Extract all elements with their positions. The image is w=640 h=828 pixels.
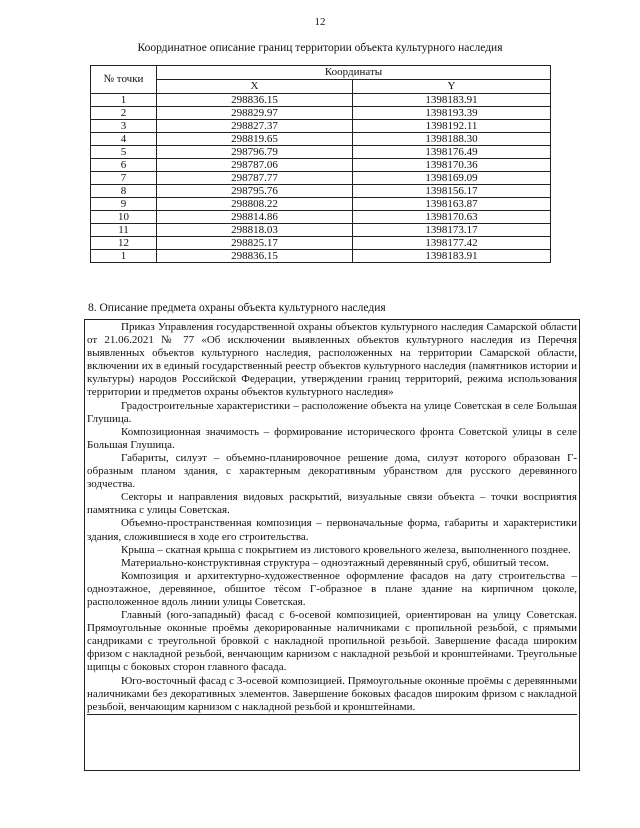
- header-x: X: [157, 80, 353, 94]
- y-coordinate-cell: 1398170.36: [353, 159, 551, 172]
- x-coordinate-cell: 298825.17: [157, 237, 353, 250]
- x-coordinate-cell: 298827.37: [157, 120, 353, 133]
- point-number-cell: 2: [91, 107, 157, 120]
- y-coordinate-cell: 1398177.42: [353, 237, 551, 250]
- y-coordinate-cell: 1398163.87: [353, 198, 551, 211]
- y-coordinate-cell: 1398183.91: [353, 94, 551, 107]
- point-number-cell: 8: [91, 185, 157, 198]
- x-coordinate-cell: 298836.15: [157, 250, 353, 263]
- paragraph: Материально-конструктивная структура – одноэтажный деревянный сруб, обшитый тесом.: [121, 556, 549, 569]
- y-coordinate-cell: 1398170.63: [353, 211, 551, 224]
- page-number: 12: [314, 16, 326, 28]
- y-coordinate-cell: 1398173.17: [353, 224, 551, 237]
- y-coordinate-cell: 1398169.09: [353, 172, 551, 185]
- paragraph: Градостроительные характеристики – расположение объекта на улице Советская в селе Большая Глушица.: [87, 399, 577, 425]
- point-number-cell: 10: [91, 211, 157, 224]
- table-row: [91, 120, 551, 133]
- x-coordinate-cell: 298808.22: [157, 198, 353, 211]
- header-point-number: № точки: [91, 66, 157, 94]
- section-heading: 8. Описание предмета охраны объекта культурного наследия: [88, 302, 386, 314]
- x-coordinate-cell: 298819.65: [157, 133, 353, 146]
- point-number-cell: 1: [91, 250, 157, 263]
- point-number-cell: 5: [91, 146, 157, 159]
- table-row: [91, 94, 551, 107]
- table-row: [91, 146, 551, 159]
- table-row: [91, 172, 551, 185]
- coordinates-title: Координатное описание границ территории объекта культурного наследия: [137, 42, 503, 54]
- table-row: [91, 107, 551, 120]
- x-coordinate-cell: 298787.06: [157, 159, 353, 172]
- point-number-cell: 1: [91, 94, 157, 107]
- coordinates-table-body: [91, 94, 551, 263]
- table-row: [91, 159, 551, 172]
- paragraph: Габариты, силуэт – объемно-планировочное решение дома, силуэт которого образован Г-образным планом здания, с характерным декоративным убранством для русского деревянного зодчества.: [87, 451, 577, 491]
- point-number-cell: 6: [91, 159, 157, 172]
- header-y: Y: [353, 80, 551, 94]
- table-row: [91, 237, 551, 250]
- y-coordinate-cell: 1398156.17: [353, 185, 551, 198]
- table-row: [91, 211, 551, 224]
- y-coordinate-cell: 1398193.39: [353, 107, 551, 120]
- paragraph: Приказ Управления государственной охраны объектов культурного наследия Самарской области от 21.06.2021 № 77 «Об исключении выявленных объектов культурного наследия из Перечня выявленных объектов культурного наследия, расположенных на территории Самарской области, включении их в единый государственный реестр объектов культурного наследия (памятников истории и культуры) народов Российской Федерации, утверждении границ территорий, режима использования территории и предметов охраны объектов культурного наследия»: [87, 321, 577, 399]
- x-coordinate-cell: 298795.76: [157, 185, 353, 198]
- table-row: [91, 198, 551, 211]
- table-row: [91, 250, 551, 263]
- x-coordinate-cell: 298796.79: [157, 146, 353, 159]
- y-coordinate-cell: 1398183.91: [353, 250, 551, 263]
- paragraph: Юго-восточный фасад с 3-осевой композицией. Прямоугольные оконные проёмы с деревянными наличниками без декоративных элементов. Завершение боковых фасадов широким фризом с накладной резьбой, венчающим карнизом с накладной резьбой и кронштейнами.: [87, 675, 577, 715]
- x-coordinate-cell: 298814.86: [157, 211, 353, 224]
- header-coordinates: Координаты: [157, 66, 551, 80]
- coordinates-table: [90, 65, 551, 263]
- paragraph: Крыша – скатная крыша с покрытием из листового кровельного железа, выполненного позднее.: [121, 543, 571, 556]
- x-coordinate-cell: 298829.97: [157, 107, 353, 120]
- x-coordinate-cell: 298818.03: [157, 224, 353, 237]
- y-coordinate-cell: 1398176.49: [353, 146, 551, 159]
- protection-subject-box: [84, 319, 580, 771]
- paragraph: Композиция и архитектурно-художественное оформление фасадов на дату строительства – одноэтажное, деревянное, обшитое тёсом Г-образное в плане здание на кирпичном цоколе, расположенное вдоль линии улицы Советская.: [87, 569, 577, 608]
- x-coordinate-cell: 298836.15: [157, 94, 353, 107]
- paragraph: Композиционная значимость – формирование исторического фронта Советской улицы в селе Большая Глушица.: [87, 425, 577, 451]
- point-number-cell: 9: [91, 198, 157, 211]
- point-number-cell: 4: [91, 133, 157, 146]
- y-coordinate-cell: 1398188.30: [353, 133, 551, 146]
- point-number-cell: 7: [91, 172, 157, 185]
- point-number-cell: 3: [91, 120, 157, 133]
- x-coordinate-cell: 298787.77: [157, 172, 353, 185]
- table-row: [91, 185, 551, 198]
- table-row: [91, 133, 551, 146]
- paragraph: Главный (юго-западный) фасад с 6-осевой композицией, ориентирован на улицу Советская. Прямоугольные оконные проёмы декорированные наличниками с пропильной резьбой, с прямыми сандриками с треугольной бровкой с накладной пропильной резьбой. Завершение фасада широким фризом с накладной резьбой, венчающим карнизом с накладной резьбой и кронштейнами. Треугольные щипцы с боковых сторон главного фасада.: [87, 609, 577, 674]
- point-number-cell: 12: [91, 237, 157, 250]
- table-row: [91, 224, 551, 237]
- paragraph: Объемно-пространственная композиция – первоначальные форма, габариты и характеристики здания, сложившиеся в ходе его строительства.: [87, 517, 577, 543]
- point-number-cell: 11: [91, 224, 157, 237]
- y-coordinate-cell: 1398192.11: [353, 120, 551, 133]
- paragraph: Секторы и направления видовых раскрытий, визуальные связи объекта – точки восприятия памятника с улицы Советская.: [87, 491, 577, 517]
